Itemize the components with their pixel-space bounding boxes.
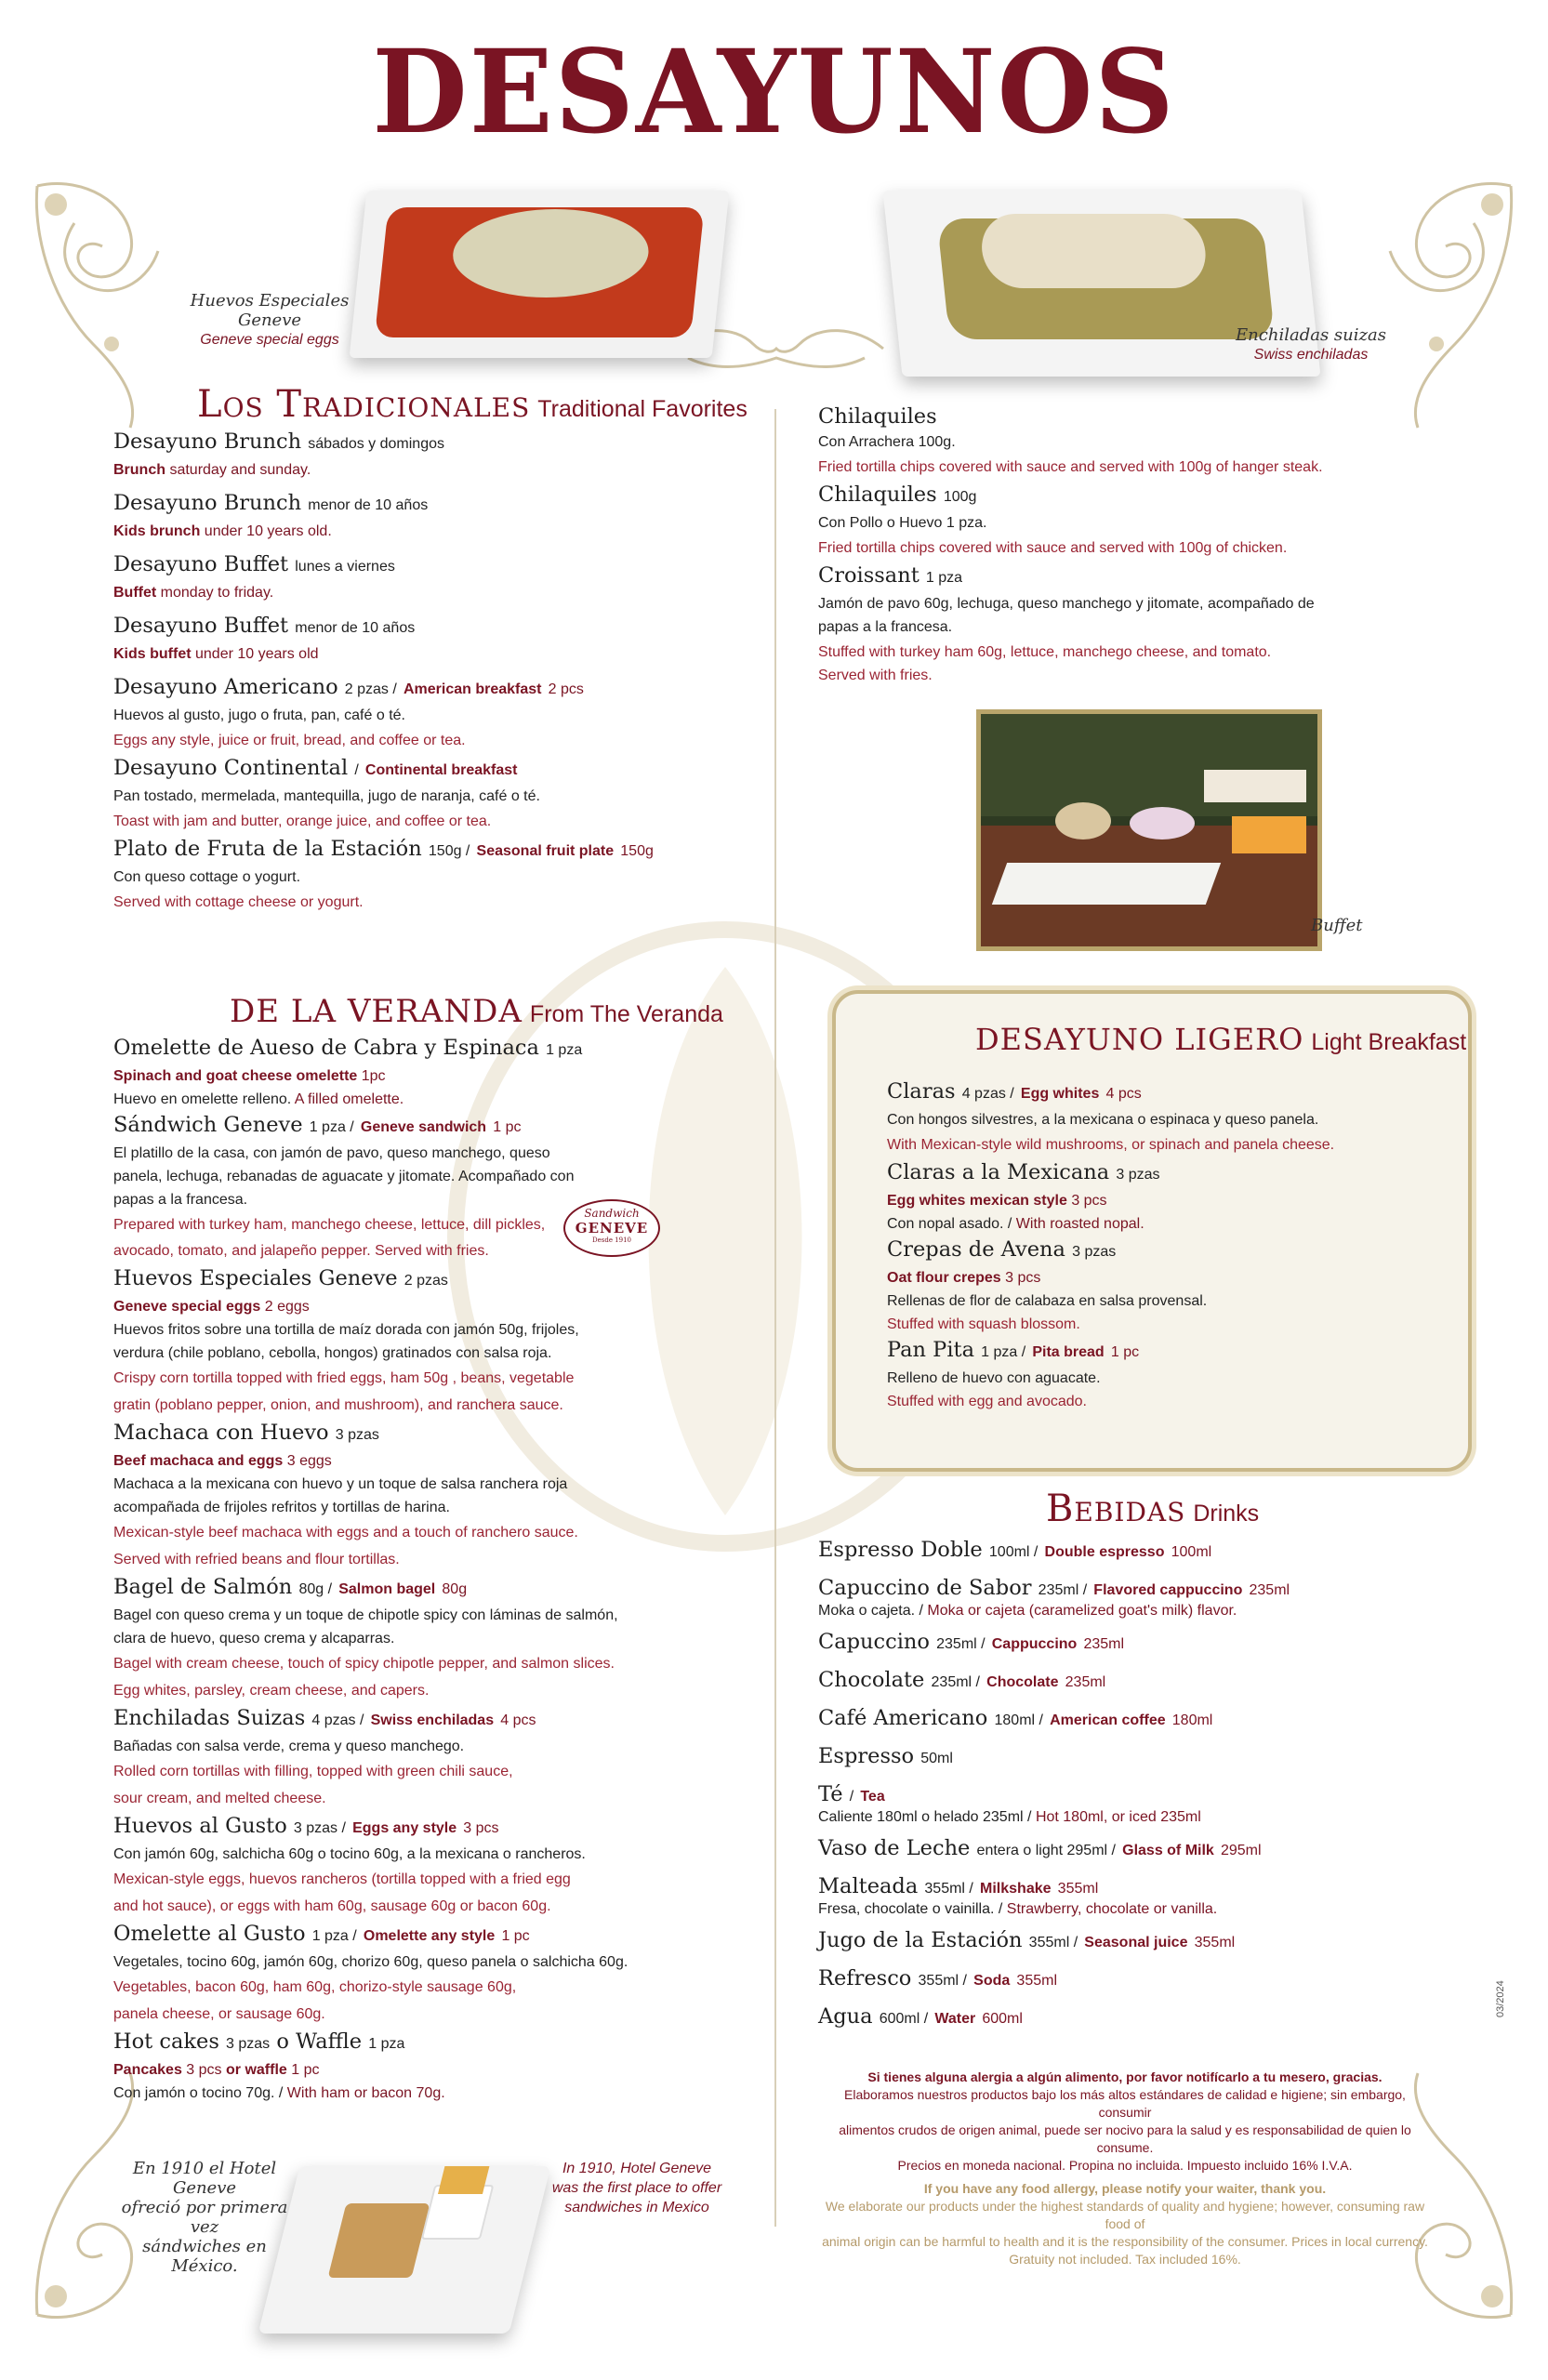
- drink-qty: 100ml /: [988, 1544, 1039, 1560]
- menu-item-croissant: Croissant 1 pza Jamón de pavo 60g, lechuga, queso manchego y jitomate, acompañado de papas a la francesa. Stuffed with turkey ham 60g, lettuce, manchego cheese, and tomato. Served with fries.: [818, 563, 1315, 683]
- drink-qty: /: [849, 1789, 854, 1805]
- caption-enchiladas: Enchiladas suizas Swiss enchiladas: [1236, 325, 1386, 363]
- drink-qty-en: 355ml: [1057, 1881, 1099, 1897]
- section-title-tradicionales: Los Tradicionales Traditional Favorites: [197, 383, 748, 426]
- drink-qty-en: 600ml: [982, 2011, 1023, 2027]
- drink-qty-en: 295ml: [1220, 1843, 1262, 1858]
- menu-item-pan-pita: Pan Pita 1 pza / Pita bread 1 pc Relleno de huevo con aguacate. Stuffed with egg and avocado.: [887, 1338, 1140, 1409]
- section-title-ligero: DESAYUNO LIGERO Light Breakfast: [975, 1022, 1467, 1057]
- caption-sandwich-en: In 1910, Hotel Geneve was the first place to offer sandwiches in Mexico: [551, 2161, 722, 2215]
- menu-item-chilaquiles-arrachera: Chilaquiles Con Arrachera 100g. Fried tortilla chips covered with sauce and served with 100g of hanger steak.: [818, 404, 1323, 475]
- menu-item-huevos-geneve: Huevos Especiales Geneve 2 pzas Geneve special eggs 2 eggs Huevos fritos sobre una tortilla de maíz dorada con jamón 50g, frijoles, verdura (chile poblano, cebolla, hongos) gratinados con salsa roja. Crispy corn tortilla topped with fried eggs, ham 50g , beans, vegetable gratin (poblano pepper, onion, and mushroom), and ranchera sauce.: [113, 1266, 579, 1413]
- drink-item: [818, 1742, 1488, 1773]
- menu-item-brunch-kids: Desayuno Brunch menor de 10 años Kids brunch under 10 years old.: [113, 491, 429, 539]
- sandwich-geneve-badge: Sandwich GENEVE Desde 1910: [563, 1199, 660, 1257]
- drink-qty: 235ml /: [931, 1674, 980, 1690]
- drink-item: [818, 1536, 1488, 1567]
- drink-qty: 50ml: [920, 1751, 953, 1766]
- drink-name: Malteada: [818, 1874, 919, 1898]
- drink-item: [818, 1834, 1488, 1865]
- drink-qty-en: 235ml: [1249, 1582, 1290, 1598]
- drink-qty-en: 355ml: [1016, 1973, 1057, 1989]
- corner-ornament-top-right: [1371, 167, 1529, 437]
- drink-item: [818, 1780, 1488, 1827]
- drink-qty-en: 180ml: [1171, 1712, 1213, 1728]
- menu-item-bagel: Bagel de Salmón 80g / Salmon bagel 80g Bagel con queso crema y un toque de chipotle spicy con láminas de salmón, clara de huevo, queso crema y alcaparras. Bagel with cream cheese, touch of spicy chipotle pepper, and salmon slices. Egg whites, parsley, cream cheese, and capers.: [113, 1575, 618, 1699]
- drink-name: Agua: [818, 2004, 873, 2029]
- drink-qty: entera o light 295ml /: [976, 1843, 1116, 1858]
- drink-desc: Caliente 180ml o helado 235ml /: [818, 1809, 1032, 1825]
- menu-item-omelette-gusto: Omelette al Gusto 1 pza / Omelette any style 1 pc Vegetales, tocino 60g, jamón 60g, chorizo 60g, queso panela o salchicha 60g. Vegetables, bacon 60g, ham 60g, chorizo-style sausage 60g, panela cheese, or sausage 60g.: [113, 1922, 628, 2022]
- drink-desc-en: Moka or cajeta (caramelized goat's milk) flavor.: [927, 1603, 1237, 1619]
- drink-qty-en: 235ml: [1065, 1674, 1106, 1690]
- drink-item: [818, 1574, 1488, 1620]
- drink-name: Espresso: [818, 1744, 915, 1768]
- drink-qty: 600ml /: [879, 2011, 929, 2027]
- drink-name-en: Tea: [860, 1789, 885, 1805]
- drink-desc: Moka o cajeta. /: [818, 1603, 923, 1619]
- menu-item-chilaquiles-pollo: Chilaquiles 100g Con Pollo o Huevo 1 pza. Fried tortilla chips covered with sauce and served with 100g of chicken.: [818, 483, 1288, 556]
- caption-sandwich-es: En 1910 el Hotel Geneve ofreció por primera vez sándwiches en México.: [121, 2159, 288, 2276]
- drink-item: [818, 1704, 1488, 1735]
- menu-item-fruta: Plato de Fruta de la Estación 150g / Seasonal fruit plate 150g Con queso cottage o yogurt. Served with cottage cheese or yogurt.: [113, 837, 654, 910]
- menu-item-claras: Claras 4 pzas / Egg whites 4 pcs Con hongos silvestres, a la mexicana o espinaca y queso panela. With Mexican-style wild mushrooms, or spinach and panela cheese.: [887, 1079, 1335, 1153]
- drink-desc-en: Strawberry, chocolate or vanilla.: [1006, 1901, 1218, 1917]
- drink-name-en: Soda: [973, 1973, 1011, 1989]
- drink-desc-en: Hot 180ml, or iced 235ml: [1035, 1809, 1201, 1825]
- menu-item-sandwich-geneve: Sándwich Geneve 1 pza / Geneve sandwich 1 pc El platillo de la casa, con jamón de pavo, queso manchego, queso panela, lechuga, rebanadas de aguacate y jitomate. Acompañado con papas a la francesa. Prepared with turkey ham, manchego cheese, lettuce, dill pickles, avocado, tomato, and jalapeño pepper. Served with fries.: [113, 1113, 575, 1259]
- menu-item-continental: Desayuno Continental / Continental breakfast Pan tostado, mermelada, mantequilla, jugo de naranja, café o té. Toast with jam and butter, orange juice, and coffee or tea.: [113, 756, 540, 829]
- page-title: DESAYUNOS: [372, 23, 1176, 160]
- drink-name-en: Flavored cappuccino: [1093, 1582, 1243, 1598]
- drink-desc: Fresa, chocolate o vainilla. /: [818, 1901, 1003, 1917]
- column-divider: [774, 409, 776, 2227]
- drink-item: [818, 2003, 1488, 2033]
- drink-name-en: Water: [934, 2011, 976, 2027]
- drink-name: Jugo de la Estación: [818, 1928, 1023, 1952]
- drink-name-en: American coffee: [1050, 1712, 1166, 1728]
- drink-qty-en: 100ml: [1171, 1544, 1212, 1560]
- caption-buffet: Buffet: [1311, 916, 1363, 935]
- menu-item-claras-mexicana: Claras a la Mexicana 3 pzas Egg whites mexican style 3 pcs Con nopal asado. / With roasted nopal.: [887, 1160, 1160, 1232]
- version-code: 03/2024: [1495, 1980, 1506, 2017]
- menu-item-americano: Desayuno Americano 2 pzas / American breakfast 2 pcs Huevos al gusto, jugo o fruta, pan, café o té. Eggs any style, juice or fruit, bread, and coffee or tea.: [113, 675, 584, 748]
- drink-item: [818, 1926, 1488, 1957]
- drink-name: Capuccino: [818, 1630, 930, 1654]
- menu-item-omelette-cabra: Omelette de Aueso de Cabra y Espinaca 1 pza Spinach and goat cheese omelette 1pc Huevo en omelette relleno. A filled omelette.: [113, 1036, 583, 1107]
- section-veranda: [113, 993, 764, 2105]
- section-title-bebidas: Bebidas Drinks: [1046, 1488, 1260, 1530]
- drink-qty: 180ml /: [994, 1712, 1043, 1728]
- menu-item-machaca: Machaca con Huevo 3 pzas Beef machaca and eggs 3 eggs Machaca a la mexicana con huevo y un toque de salsa ranchera roja acompañada de frijoles refritos y tortillas de harina. Mexican-style beef machaca with eggs and a touch of ranchero sauce. Served with refried beans and flour tortillas.: [113, 1421, 578, 1567]
- drink-qty: 355ml /: [1028, 1935, 1078, 1950]
- drink-item: [818, 1628, 1488, 1659]
- menu-item-buffet: Desayuno Buffet lunes a viernes Buffet monday to friday.: [113, 552, 395, 601]
- section-bebidas: [818, 1488, 1488, 2041]
- menu-item-hotcakes: Hot cakes 3 pzas o Waffle 1 pza Pancakes 3 pcs or waffle 1 pc Con jamón o tocino 70g. / With ham or bacon 70g.: [113, 2030, 445, 2101]
- drink-name-en: Milkshake: [980, 1881, 1052, 1897]
- sandwich-photo: [258, 2166, 551, 2334]
- drink-name-en: Chocolate: [986, 1674, 1059, 1690]
- drink-qty-en: 355ml: [1194, 1935, 1236, 1950]
- drink-name: Café Americano: [818, 1706, 988, 1730]
- drink-item: [818, 1872, 1488, 1919]
- section-tradicionales: [113, 383, 755, 916]
- drinks-list: [818, 1536, 1488, 2033]
- menu-item-crepas: Crepas de Avena 3 pzas Oat flour crepes 3 pcs Rellenas de flor de calabaza en salsa provensal. Stuffed with squash blossom.: [887, 1237, 1208, 1332]
- drink-qty-en: 235ml: [1083, 1636, 1125, 1652]
- drink-name-en: Seasonal juice: [1084, 1935, 1188, 1950]
- menu-item-brunch: Desayuno Brunch sábados y domingos Brunch saturday and sunday.: [113, 430, 444, 478]
- drink-name: Espresso Doble: [818, 1538, 983, 1562]
- drink-name: Refresco: [818, 1966, 912, 1990]
- section-ligero: [832, 990, 1472, 1472]
- section-chilaquiles: [818, 403, 1488, 689]
- drink-name-en: Cappuccino: [991, 1636, 1078, 1652]
- drink-name: Té: [818, 1782, 843, 1806]
- caption-huevos-geneve: Huevos Especiales Geneve Geneve special eggs: [190, 291, 350, 348]
- drink-name-en: Glass of Milk: [1122, 1843, 1214, 1858]
- drink-item: [818, 1964, 1488, 1995]
- drink-qty: 355ml /: [924, 1881, 973, 1897]
- drink-name-en: Double espresso: [1044, 1544, 1165, 1560]
- drink-item: [818, 1666, 1488, 1697]
- drink-qty: 235ml /: [1038, 1582, 1088, 1598]
- drink-name: Chocolate: [818, 1668, 925, 1692]
- section-title-veranda: DE LA VERANDA From The Veranda: [230, 993, 723, 1030]
- drink-name: Vaso de Leche: [818, 1836, 971, 1860]
- menu-item-enchiladas: Enchiladas Suizas 4 pzas / Swiss enchiladas 4 pcs Bañadas con salsa verde, crema y queso manchego. Rolled corn tortillas with filling, topped with green chili sauce, sour cream, and melted cheese.: [113, 1706, 536, 1806]
- huevos-geneve-photo: [350, 191, 730, 358]
- menu-item-huevos-gusto: Huevos al Gusto 3 pzas / Eggs any style 3 pcs Con jamón 60g, salchicha 60g o tocino 60g, a la mexicana o rancheros. Mexican-style eggs, huevos rancheros (tortilla topped with a fried egg and hot sauce), or eggs with ham 60g, sausage 60g or bacon 60g.: [113, 1814, 586, 1914]
- drink-name: Capuccino de Sabor: [818, 1576, 1032, 1600]
- buffet-photo: [976, 709, 1322, 951]
- drink-qty: 355ml /: [918, 1973, 967, 1989]
- menu-item-buffet-kids: Desayuno Buffet menor de 10 años Kids buffet under 10 years old: [113, 614, 416, 662]
- drink-qty: 235ml /: [936, 1636, 986, 1652]
- allergy-notice: Si tienes alguna alergia a algún alimento, por favor notifícarlo a tu mesero, gracias. Elaboramos nuestros productos bajo los más altos estándares de calidad e higiene; sin embargo, consumir alimentos crudos de origen animal, puede ser nocivo para la salud y es responsabilidad de quien lo consume. Precios en moneda nacional. Propina no incluida. Impuesto incluido 16% I.V.A. If you have any food allergy, please notify your waiter, thank you. We elaborate our products under the highest standards of quality and hygiene; however, consuming raw food of animal origin can be harmful to health and it is the responsibility of the consumer. Prices in local currency. Gratuity not included. Tax included 16%.: [822, 2069, 1428, 2267]
